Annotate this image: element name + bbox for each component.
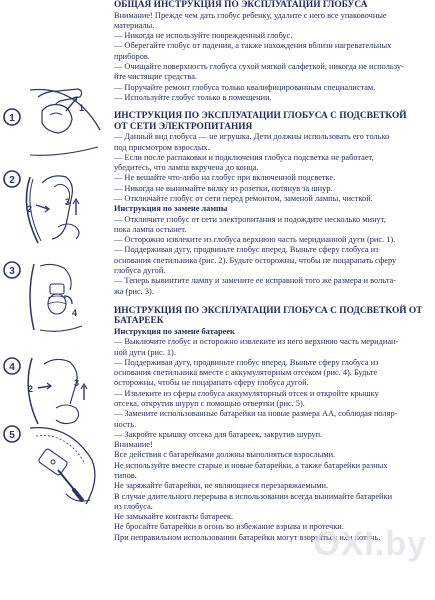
- text-line: — Не вешайте что-либо на глобус при включенной подсветке.: [114, 173, 336, 183]
- text-line: — Используйте глобус только в помещении.: [114, 92, 272, 102]
- text-line: — Отключите глобус от сети электропитания и подождите несколько минут,: [114, 214, 386, 224]
- text-line: — Очищайте поверхность глобуса сухой мягкой салфеткой, никогда не использу-: [114, 62, 404, 71]
- text-line: — Осторожно извлеките из глобуса верхнюю часть меридианной дуги (рис. 1).: [114, 235, 396, 245]
- battery-replacement-subheading: Инструкция по замене батареек: [114, 327, 235, 336]
- section-battery-title-line: ИНСТРУКЦИЯ ПО ЭКСПЛУАТАЦИИ ГЛОБУСА С ПОДСВЕТКОЙ ОТ: [114, 305, 423, 316]
- figure-4-number: 4: [9, 362, 15, 373]
- text-line: Внимание! Прежде чем дать глобус ребенку, удалите с него все упаковочные: [114, 10, 387, 20]
- text-line: — Оберегайте глобус от падения, а также нахождения вблизи нагревательных: [114, 41, 392, 51]
- text-line: — Поручайте ремонт глобуса только квалифицированным специалистам.: [114, 82, 376, 92]
- text-line: материалы.: [114, 20, 155, 30]
- figure-4-callout-2: 2: [28, 384, 34, 394]
- text-line: В случае длительного перерыва в использовании всегда вынимайте батарейки: [114, 491, 393, 501]
- figure-2-number: 2: [9, 175, 15, 186]
- text-line: убедитесь, что лампа вкручена до конца.: [114, 163, 259, 173]
- text-line: типов.: [114, 470, 137, 480]
- figure-4-callout-3: 3: [74, 378, 80, 388]
- figure-column: [0, 0, 110, 600]
- text-line: приборов.: [114, 51, 150, 61]
- text-line: — Никогда не используйте поврежденный глобус.: [114, 31, 293, 41]
- text-line: — Теперь вывинтите лампу и замените ее исправной того же размера и вольта-: [114, 276, 397, 286]
- text-line: — Закройте крышку отсека для батареек, закрутив шуруп.: [114, 429, 323, 439]
- text-line: — Никогда не вынимайте вилку из розетки, потянув за шнур.: [114, 183, 333, 193]
- figure-1-number: 1: [9, 113, 15, 124]
- text-line: пока лампа остынет.: [114, 224, 187, 234]
- text-line: Внимание!: [114, 440, 153, 450]
- section-battery-title-line: БАТАРЕЕК: [114, 316, 164, 327]
- figure-3-callout-4: 4: [72, 308, 78, 318]
- section-general: [114, 0, 430, 103]
- text-line: При неправильном использовании батарейки могут взорваться или потечь.: [114, 532, 381, 542]
- figure-5-number: 5: [9, 430, 15, 441]
- text-line: Не заряжайте батарейки, не являющиеся перезаряжаемыми.: [114, 481, 329, 491]
- text-line: — Данный вид глобуса — не игрушка. Дети должны использовать его только: [114, 132, 390, 142]
- text-line: из глобуса.: [114, 501, 153, 511]
- watermark: OXI.by: [313, 525, 427, 563]
- text-line: под присмотром взрослых.: [114, 142, 210, 152]
- figure-5: [0, 420, 110, 520]
- text-line: — Извлеките из сферы глобуса аккумуляторный отсек и откройте крышку: [114, 388, 379, 398]
- figure-3: [0, 258, 110, 338]
- text-line: Все действия с батарейками должны выполняться взрослыми.: [114, 450, 336, 460]
- figure-4: [0, 352, 110, 430]
- text-line: Не бросайте батарейки в огонь во избежание взрыва и протечки.: [114, 522, 344, 532]
- section-mains-title-line: ИНСТРУКЦИЯ ПО ЭКСПЛУАТАЦИИ ГЛОБУСА С ПОДСВЕТКОЙ: [114, 111, 407, 122]
- text-line: — Если после распаковки и подключения глобуса подсветка не работает,: [114, 152, 374, 162]
- figure-2-callout-3: 3: [65, 197, 71, 207]
- lamp-replacement-subheading: Инструкция по замене лампы: [114, 204, 228, 214]
- text-line: йте чистящие средства.: [114, 72, 198, 82]
- text-line: — Поддерживая дугу, продвиньте глобус вперед. Выньте сферу глобуса из: [114, 357, 379, 367]
- figure-2: [0, 165, 110, 250]
- text-line: Не используйте вместе старые и новые батарейки, а также батарейки разных: [114, 460, 388, 470]
- text-line: жа (рис. 3).: [114, 286, 154, 296]
- text-line: — Выключите глобус и осторожно извлеките из него верхнюю часть меридиан-: [114, 337, 399, 347]
- text-line: — Отключайте глобус от сети перед ремонтом, заменой лампы, чисткой.: [114, 194, 373, 203]
- section-battery: [114, 306, 430, 543]
- text-line: глобуса дугой.: [114, 265, 166, 275]
- text-line: — Замените использованные батарейки на новые размера АА, соблюдая поляр-: [114, 409, 398, 419]
- instruction-text: [114, 0, 430, 543]
- text-line: Не замыкайте контакты батареек.: [114, 512, 234, 522]
- text-line: осторожны, чтобы не поцарапать сферу глобуса дугой.: [114, 378, 309, 388]
- section-mains-title-line: ОТ СЕТИ ЭЛЕКТРОПИТАНИЯ: [114, 121, 253, 132]
- figure-3-number: 3: [9, 266, 15, 277]
- figure-1: [0, 85, 110, 160]
- text-line: ной дуги (рис. 1).: [114, 347, 176, 357]
- text-line: — Поддерживая дугу, продвиньте глобус вперед. Выньте сферу глобуса из: [114, 245, 379, 255]
- section-mains: [114, 111, 430, 297]
- text-line: отсека, открутив шуруп с помощью отвертки (рис. 5).: [114, 398, 305, 408]
- section-general-title: ОБЩАЯ ИНСТРУКЦИЯ ПО ЭКСПЛУАТАЦИИ ГЛОБУСА: [114, 0, 368, 10]
- figure-2-callout-2: 2: [27, 204, 33, 214]
- text-line: ность.: [114, 419, 137, 429]
- text-line: основания светильника вместе с аккумуляторным отсеком (рис. 4). Будьте: [114, 368, 378, 378]
- figure-1-callout-1: 1: [79, 103, 85, 113]
- text-line: основания светильника (рис. 2). Будьте осторожны, чтобы не поцарапать сферу: [114, 255, 397, 265]
